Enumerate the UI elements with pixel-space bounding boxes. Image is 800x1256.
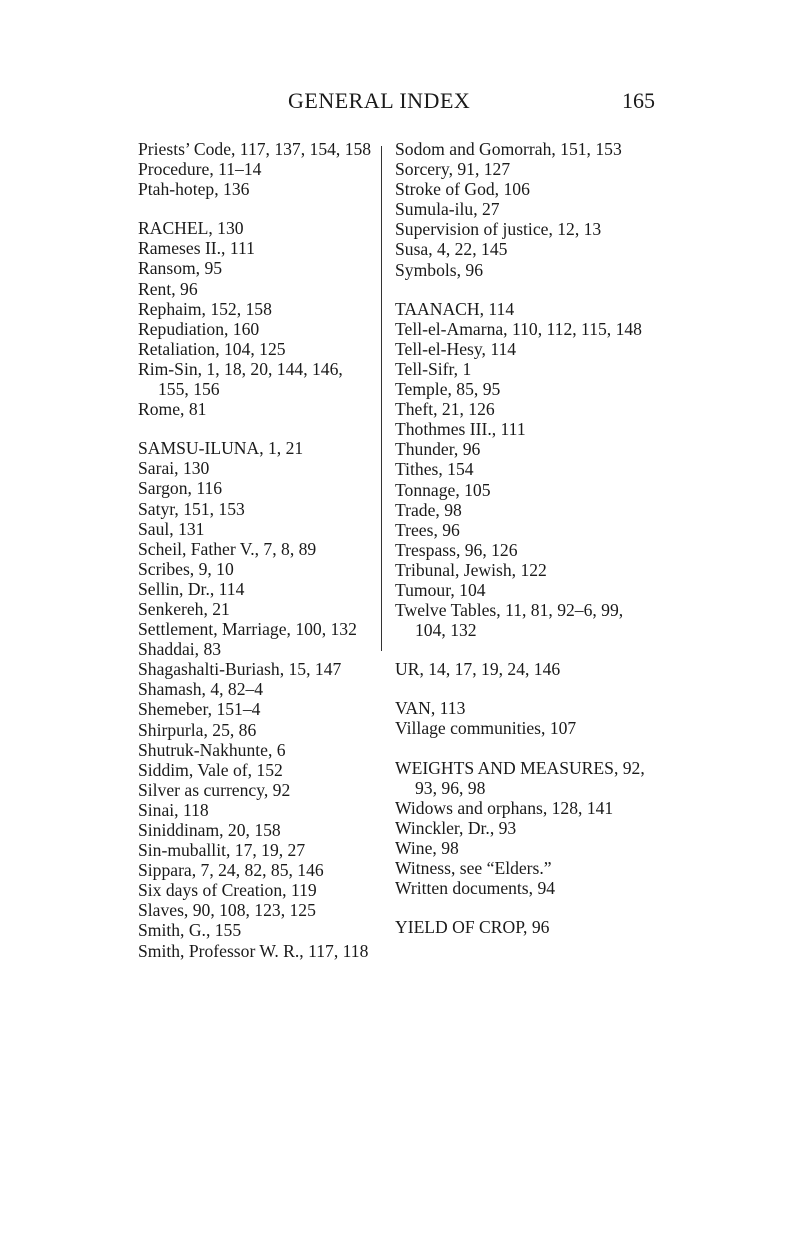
index-entry: Tithes, 154 — [395, 459, 474, 480]
index-entry: Supervision of justice, 12, 13 — [395, 219, 602, 240]
index-entry: Rameses II., 111 — [138, 238, 255, 259]
index-entry: Ransom, 95 — [138, 258, 223, 279]
index-entry: Sippara, 7, 24, 82, 85, 146 — [138, 860, 324, 881]
index-entry: Ptah-hotep, 136 — [138, 179, 250, 200]
index-entry: Procedure, 11–14 — [138, 159, 262, 180]
index-entry: Scribes, 9, 10 — [138, 558, 234, 579]
index-entry: Trespass, 96, 126 — [395, 539, 518, 560]
index-entry: Tumour, 104 — [395, 579, 486, 600]
index-entry: Sellin, Dr., 114 — [138, 578, 245, 599]
index-entry: Sarai, 130 — [138, 458, 210, 479]
index-entry: Smith, Professor W. R., 117, 118 — [138, 940, 369, 961]
index-entry: Temple, 85, 95 — [395, 379, 501, 400]
index-entry: Rephaim, 152, 158 — [138, 298, 272, 319]
index-entry: Senkereh, 21 — [138, 598, 230, 619]
index-entry: Trade, 98 — [395, 499, 462, 520]
page-number: 165 — [622, 88, 655, 113]
index-entry: YIELD OF CROP, 96 — [395, 917, 550, 938]
index-entry: Trees, 96 — [395, 519, 460, 540]
index-entry: Tribunal, Jewish, 122 — [395, 559, 547, 580]
index-entry: Satyr, 151, 153 — [138, 498, 245, 519]
index-entry: Retaliation, 104, 125 — [138, 338, 286, 359]
index-entry: Thothmes III., 111 — [395, 419, 526, 440]
index-entry: Susa, 4, 22, 145 — [395, 239, 508, 260]
index-entry: Tonnage, 105 — [395, 479, 491, 500]
page-title: GENERAL INDEX — [288, 88, 471, 113]
index-entry: Shagashalti-Buriash, 15, 147 — [138, 659, 342, 680]
index-entry: Widows and orphans, 128, 141 — [395, 797, 614, 818]
index-entry: Rim-Sin, 1, 18, 20, 144, 146, 155, 156 — [138, 358, 343, 400]
index-entry: Saul, 131 — [138, 518, 205, 539]
index-entry: Sodom and Gomorrah, 151, 153 — [395, 139, 622, 159]
index-entry: Wine, 98 — [395, 837, 459, 858]
index-entry: WEIGHTS AND MEASURES, 92, 93, 96, 98 — [395, 757, 645, 798]
index-entry: Rome, 81 — [138, 399, 207, 420]
index-entry: Sorcery, 91, 127 — [395, 159, 511, 180]
index-entry: TAANACH, 114 — [395, 298, 515, 319]
index-entry: Smith, G., 155 — [138, 920, 242, 941]
index-entry: Written documents, 94 — [395, 878, 556, 899]
index-column-left — [138, 139, 373, 961]
index-entry: Shutruk-Nakhunte, 6 — [138, 739, 286, 760]
index-entry: Village communities, 107 — [395, 718, 577, 739]
index-entry: Shamash, 4, 82–4 — [138, 679, 264, 700]
index-entry: Sinai, 118 — [138, 799, 209, 820]
index-entry: Scheil, Father V., 7, 8, 89 — [138, 538, 317, 559]
index-entry: Priests’ Code, 117, 137, 154, 158 — [138, 139, 372, 159]
index-entry: Witness, see “Elders.” — [395, 858, 552, 878]
index-entry: Slaves, 90, 108, 123, 125 — [138, 900, 316, 921]
index-entry: RACHEL, 130 — [138, 218, 244, 239]
index-entry: Siniddinam, 20, 158 — [138, 820, 281, 840]
index-entry: VAN, 113 — [395, 698, 466, 719]
index-entry: Stroke of God, 106 — [395, 179, 530, 200]
index-entry: Settlement, Marriage, 100, 132 — [138, 619, 357, 640]
index-entry: Symbols, 96 — [395, 259, 483, 280]
index-entry: Theft, 21, 126 — [395, 399, 495, 420]
index-entry: Silver as currency, 92 — [138, 779, 291, 800]
page-header — [0, 88, 800, 120]
index-entry: UR, 14, 17, 19, 24, 146 — [395, 659, 561, 680]
index-entry: Twelve Tables, 11, 81, 92–6, 99, 104, 132 — [395, 600, 624, 641]
index-entry: Rent, 96 — [138, 278, 198, 299]
index-entry: Tell-Sifr, 1 — [395, 358, 472, 379]
column-divider — [381, 146, 382, 651]
index-entry: Shirpurla, 25, 86 — [138, 719, 257, 740]
index-entry: Six days of Creation, 119 — [138, 880, 317, 901]
index-entry: Sumula-ilu, 27 — [395, 199, 500, 220]
index-entry: Shaddai, 83 — [138, 639, 222, 660]
index-entry: Shemeber, 151–4 — [138, 699, 261, 720]
index-entry: Tell-el-Amarna, 110, 112, 115, 148 — [395, 318, 642, 339]
index-entry: Sin-muballit, 17, 19, 27 — [138, 840, 306, 861]
index-entry: Thunder, 96 — [395, 439, 481, 460]
index-entry: Siddim, Vale of, 152 — [138, 759, 283, 780]
index-column-right — [395, 139, 655, 937]
index-entry: Winckler, Dr., 93 — [395, 817, 517, 838]
index-entry: Repudiation, 160 — [138, 318, 260, 339]
index-entry: Tell-el-Hesy, 114 — [395, 338, 517, 359]
index-entry: SAMSU-ILUNA, 1, 21 — [138, 438, 304, 459]
index-entry: Sargon, 116 — [138, 478, 223, 499]
